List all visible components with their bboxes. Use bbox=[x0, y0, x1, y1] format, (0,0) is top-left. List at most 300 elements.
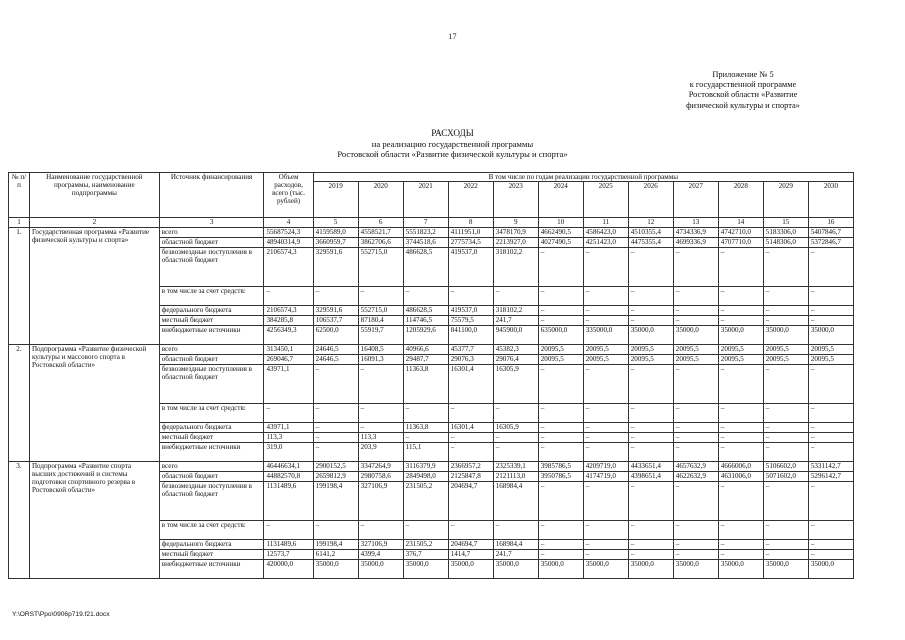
funding-source: местный бюджет bbox=[159, 433, 264, 443]
year-value: – bbox=[808, 540, 853, 550]
year-value: 5372846,7 bbox=[808, 238, 853, 248]
year-value: 4251423,0 bbox=[583, 238, 628, 248]
year-value: 16301,4 bbox=[448, 423, 493, 433]
year-value: 35000,0 bbox=[493, 560, 538, 579]
year-value: – bbox=[628, 365, 673, 404]
year-value: 168984,4 bbox=[493, 482, 538, 521]
year-value: 5296142,7 bbox=[808, 472, 853, 482]
year-value: – bbox=[673, 365, 718, 404]
year-value: – bbox=[808, 521, 853, 540]
year-value: 2213927,0 bbox=[493, 238, 538, 248]
total-value: 1131489,6 bbox=[264, 482, 313, 521]
funding-source: федерального бюджета bbox=[159, 540, 264, 550]
year-value: 35000,0 bbox=[403, 560, 448, 579]
year-value: 231505,2 bbox=[403, 540, 448, 550]
year-value: – bbox=[493, 287, 538, 306]
year-value: 4475355,4 bbox=[628, 238, 673, 248]
year-value: – bbox=[448, 404, 493, 423]
year-value: 841100,0 bbox=[448, 326, 493, 345]
total-value: – bbox=[264, 521, 313, 540]
header-year: 2021 bbox=[403, 182, 448, 218]
funding-source: внебюджетные источники bbox=[159, 443, 264, 462]
header-year: 2024 bbox=[538, 182, 583, 218]
title-sub: Ростовской области «Развитие физической культуры и спорта» bbox=[337, 149, 568, 160]
year-value: 45377,7 bbox=[448, 345, 493, 355]
year-value: 29487,7 bbox=[403, 355, 448, 365]
year-value: – bbox=[538, 287, 583, 306]
column-number: 7 bbox=[403, 218, 448, 228]
year-value: – bbox=[358, 404, 403, 423]
header-year: 2019 bbox=[313, 182, 358, 218]
year-value: – bbox=[628, 482, 673, 521]
year-value: 4699336,9 bbox=[673, 238, 718, 248]
year-value: – bbox=[538, 365, 583, 404]
year-value: – bbox=[538, 316, 583, 326]
year-value: 241,7 bbox=[493, 316, 538, 326]
year-value: – bbox=[403, 521, 448, 540]
year-value: – bbox=[763, 306, 808, 316]
year-value: 16408,5 bbox=[358, 345, 403, 355]
year-value: – bbox=[718, 306, 763, 316]
year-value: – bbox=[808, 433, 853, 443]
year-value: 20095,5 bbox=[673, 355, 718, 365]
column-number: 14 bbox=[718, 218, 763, 228]
year-value: – bbox=[448, 443, 493, 462]
title-main: РАСХОДЫ bbox=[431, 128, 474, 138]
program-name: Подпрограмма «Развитие физической культуры и массового спорта в Ростовской области» bbox=[29, 345, 159, 462]
header-by-years: В том числе по годам реализации государственной программы bbox=[313, 173, 853, 182]
total-value: 43971,1 bbox=[264, 423, 313, 433]
year-value: 5331142,7 bbox=[808, 462, 853, 472]
year-value: 20095,5 bbox=[718, 355, 763, 365]
column-number: 9 bbox=[493, 218, 538, 228]
year-value: 2900152,5 bbox=[313, 462, 358, 472]
year-value: – bbox=[763, 443, 808, 462]
year-value: 2366957,2 bbox=[448, 462, 493, 472]
year-value: – bbox=[718, 404, 763, 423]
year-value: – bbox=[718, 433, 763, 443]
year-value: 199198,4 bbox=[313, 540, 358, 550]
year-value: 3985786,5 bbox=[538, 462, 583, 472]
year-value: 6141,2 bbox=[313, 550, 358, 560]
funding-source: федерального бюджета bbox=[159, 423, 264, 433]
year-value: – bbox=[763, 248, 808, 287]
year-value: 3660959,7 bbox=[313, 238, 358, 248]
year-value: 87180,4 bbox=[358, 316, 403, 326]
year-value: – bbox=[538, 433, 583, 443]
year-value: – bbox=[808, 287, 853, 306]
year-value: – bbox=[628, 540, 673, 550]
year-value: 35000,0 bbox=[628, 560, 673, 579]
column-number: 6 bbox=[358, 218, 403, 228]
year-value: 3116379,9 bbox=[403, 462, 448, 472]
year-value: 2980758,6 bbox=[358, 472, 403, 482]
funding-source: местный бюджет bbox=[159, 550, 264, 560]
year-value: 16305,9 bbox=[493, 365, 538, 404]
year-value: – bbox=[358, 287, 403, 306]
year-value: 35000,0 bbox=[673, 560, 718, 579]
year-value: – bbox=[538, 540, 583, 550]
year-value: – bbox=[583, 521, 628, 540]
year-value: – bbox=[448, 433, 493, 443]
year-value: – bbox=[628, 316, 673, 326]
year-value: 20095,5 bbox=[583, 345, 628, 355]
year-value: – bbox=[583, 404, 628, 423]
year-value: – bbox=[403, 404, 448, 423]
year-value: – bbox=[313, 433, 358, 443]
year-value: – bbox=[673, 423, 718, 433]
total-value: – bbox=[264, 404, 313, 423]
appendix-note bbox=[643, 70, 843, 111]
year-value: 4742710,0 bbox=[718, 228, 763, 238]
year-value: 204694,7 bbox=[448, 482, 493, 521]
year-value: – bbox=[763, 316, 808, 326]
year-value: – bbox=[718, 423, 763, 433]
header-name: Наименование государственной программы, наименование подпрограммы bbox=[29, 173, 159, 218]
funding-source: безвозмездные поступления в областной бюджет bbox=[159, 365, 264, 404]
year-value: – bbox=[628, 248, 673, 287]
year-value: 203,9 bbox=[358, 443, 403, 462]
year-value: 16305,9 bbox=[493, 423, 538, 433]
year-value: 4433651,4 bbox=[628, 462, 673, 472]
year-value: – bbox=[583, 433, 628, 443]
year-value: 4586423,0 bbox=[583, 228, 628, 238]
year-value: – bbox=[763, 482, 808, 521]
funding-source: областной бюджет bbox=[159, 355, 264, 365]
funding-source: федерального бюджета bbox=[159, 306, 264, 316]
year-value: 3478170,9 bbox=[493, 228, 538, 238]
column-number: 12 bbox=[628, 218, 673, 228]
year-value: 35000,0 bbox=[313, 560, 358, 579]
year-value: – bbox=[583, 482, 628, 521]
year-value: 327106,9 bbox=[358, 540, 403, 550]
year-value: 20095,5 bbox=[538, 345, 583, 355]
year-value: – bbox=[538, 248, 583, 287]
total-value: 1131489,6 bbox=[264, 540, 313, 550]
year-value: 29076,4 bbox=[493, 355, 538, 365]
year-value: 3862706,6 bbox=[358, 238, 403, 248]
year-value: 5183306,0 bbox=[763, 228, 808, 238]
year-value: 168984,4 bbox=[493, 540, 538, 550]
year-value: 199198,4 bbox=[313, 482, 358, 521]
funding-source: всего bbox=[159, 228, 264, 238]
year-value: 486628,5 bbox=[403, 306, 448, 316]
column-number: 1 bbox=[9, 218, 30, 228]
year-value: 115,1 bbox=[403, 443, 448, 462]
year-value: 4662490,5 bbox=[538, 228, 583, 238]
year-value: – bbox=[313, 423, 358, 433]
year-value: 35000,0 bbox=[718, 560, 763, 579]
year-value: 20095,5 bbox=[808, 345, 853, 355]
year-value: – bbox=[538, 306, 583, 316]
year-value: 2849498,0 bbox=[403, 472, 448, 482]
year-value: – bbox=[808, 550, 853, 560]
year-value: – bbox=[628, 287, 673, 306]
year-value: 318102,2 bbox=[493, 248, 538, 287]
total-value: 46446634,1 bbox=[264, 462, 313, 472]
year-value: 35000,0 bbox=[448, 560, 493, 579]
year-value: 11363,8 bbox=[403, 423, 448, 433]
year-value: – bbox=[718, 443, 763, 462]
year-value: 4510355,4 bbox=[628, 228, 673, 238]
document-title bbox=[0, 128, 905, 160]
year-value: 75579,5 bbox=[448, 316, 493, 326]
total-value: 44882570,8 bbox=[264, 472, 313, 482]
year-value: 3950786,5 bbox=[538, 472, 583, 482]
year-value: – bbox=[493, 404, 538, 423]
header-source: Источник финансирования bbox=[159, 173, 264, 218]
year-value: 4666006,0 bbox=[718, 462, 763, 472]
header-volume: Объем расходов, всего (тыс. рублей) bbox=[264, 173, 313, 218]
header-year: 2027 bbox=[673, 182, 718, 218]
year-value: – bbox=[673, 443, 718, 462]
total-value: 55687524,3 bbox=[264, 228, 313, 238]
column-number: 5 bbox=[313, 218, 358, 228]
year-value: – bbox=[313, 404, 358, 423]
funding-source: областной бюджет bbox=[159, 472, 264, 482]
year-value: 11363,8 bbox=[403, 365, 448, 404]
header-year: 2025 bbox=[583, 182, 628, 218]
column-number: 10 bbox=[538, 218, 583, 228]
year-value: – bbox=[673, 316, 718, 326]
year-value: – bbox=[763, 521, 808, 540]
year-value: – bbox=[673, 306, 718, 316]
total-value: 319,0 bbox=[264, 443, 313, 462]
total-value: 2106574,3 bbox=[264, 248, 313, 287]
year-value: – bbox=[583, 443, 628, 462]
funding-source: всего bbox=[159, 462, 264, 472]
appendix-line: Ростовской области «Развитие bbox=[688, 90, 798, 100]
year-value: 635000,0 bbox=[538, 326, 583, 345]
year-value: 4734336,9 bbox=[673, 228, 718, 238]
year-value: 40966,6 bbox=[403, 345, 448, 355]
header-year: 2022 bbox=[448, 182, 493, 218]
year-value: – bbox=[763, 423, 808, 433]
year-value: – bbox=[673, 287, 718, 306]
total-value: 269046,7 bbox=[264, 355, 313, 365]
year-value: – bbox=[763, 540, 808, 550]
file-path-footer: Y:\ORST\Ppo\0906p719.f21.docx bbox=[12, 611, 110, 618]
row-number: 1. bbox=[9, 228, 30, 345]
year-value: 4558521,7 bbox=[358, 228, 403, 238]
year-value: – bbox=[673, 521, 718, 540]
table-body bbox=[9, 228, 854, 579]
column-number: 13 bbox=[673, 218, 718, 228]
year-value: 4209719,0 bbox=[583, 462, 628, 472]
year-value: – bbox=[763, 287, 808, 306]
year-value: 1414,7 bbox=[448, 550, 493, 560]
year-value: 4707710,0 bbox=[718, 238, 763, 248]
column-numbers-row bbox=[9, 218, 854, 228]
year-value: 231505,2 bbox=[403, 482, 448, 521]
year-value: – bbox=[583, 248, 628, 287]
column-number: 2 bbox=[29, 218, 159, 228]
header-year: 2028 bbox=[718, 182, 763, 218]
year-value: 5071602,0 bbox=[763, 472, 808, 482]
year-value: – bbox=[808, 443, 853, 462]
year-value: 114746,5 bbox=[403, 316, 448, 326]
funding-source: в том числе за счет средств: bbox=[159, 404, 264, 423]
year-value: 4159589,0 bbox=[313, 228, 358, 238]
year-value: 4111951,0 bbox=[448, 228, 493, 238]
year-value: – bbox=[448, 287, 493, 306]
table-row bbox=[9, 345, 854, 355]
year-value: – bbox=[718, 365, 763, 404]
year-value: – bbox=[628, 521, 673, 540]
year-value: 20095,5 bbox=[628, 345, 673, 355]
total-value: 384285,8 bbox=[264, 316, 313, 326]
year-value: 4622632,9 bbox=[673, 472, 718, 482]
year-value: 45382,3 bbox=[493, 345, 538, 355]
year-value: – bbox=[538, 550, 583, 560]
year-value: – bbox=[358, 365, 403, 404]
year-value: – bbox=[673, 550, 718, 560]
year-value: – bbox=[628, 433, 673, 443]
year-value: 4398651,4 bbox=[628, 472, 673, 482]
year-value: – bbox=[358, 521, 403, 540]
total-value: 48940314,9 bbox=[264, 238, 313, 248]
year-value: – bbox=[538, 482, 583, 521]
year-value: – bbox=[493, 521, 538, 540]
year-value: 29076,3 bbox=[448, 355, 493, 365]
total-value: 113,3 bbox=[264, 433, 313, 443]
appendix-line: Приложение № 5 bbox=[712, 70, 774, 79]
year-value: – bbox=[808, 404, 853, 423]
year-value: – bbox=[538, 423, 583, 433]
total-value: 4256349,3 bbox=[264, 326, 313, 345]
year-value: – bbox=[718, 316, 763, 326]
year-value: – bbox=[313, 365, 358, 404]
year-value: – bbox=[673, 482, 718, 521]
year-value: 4174719,0 bbox=[583, 472, 628, 482]
year-value: 552715,0 bbox=[358, 306, 403, 316]
year-value: 5148306,0 bbox=[763, 238, 808, 248]
year-value: 20095,5 bbox=[718, 345, 763, 355]
year-value: 329591,6 bbox=[313, 306, 358, 316]
year-value: – bbox=[718, 248, 763, 287]
year-value: – bbox=[493, 443, 538, 462]
year-value: 329591,6 bbox=[313, 248, 358, 287]
year-value: 241,7 bbox=[493, 550, 538, 560]
year-value: 35000,0 bbox=[358, 560, 403, 579]
year-value: 318102,2 bbox=[493, 306, 538, 316]
year-value: 35000,0 bbox=[763, 326, 808, 345]
total-value: – bbox=[264, 287, 313, 306]
total-value: 420000,0 bbox=[264, 560, 313, 579]
year-value: 2121113,0 bbox=[493, 472, 538, 482]
year-value: 35000,0 bbox=[808, 326, 853, 345]
year-value: 20095,5 bbox=[673, 345, 718, 355]
year-value: – bbox=[628, 306, 673, 316]
year-value: – bbox=[313, 443, 358, 462]
header-year: 2026 bbox=[628, 182, 673, 218]
year-value: – bbox=[403, 433, 448, 443]
funding-source: в том числе за счет средств: bbox=[159, 521, 264, 540]
funding-source: местный бюджет bbox=[159, 316, 264, 326]
total-value: 43971,1 bbox=[264, 365, 313, 404]
year-value: 16301,4 bbox=[448, 365, 493, 404]
year-value: 20095,5 bbox=[763, 345, 808, 355]
year-value: 35000,0 bbox=[718, 326, 763, 345]
year-value: 20095,5 bbox=[808, 355, 853, 365]
row-number: 2. bbox=[9, 345, 30, 462]
year-value: 20095,5 bbox=[763, 355, 808, 365]
year-value: 4657632,9 bbox=[673, 462, 718, 472]
funding-source: безвозмездные поступления в областной бюджет bbox=[159, 482, 264, 521]
column-number: 3 bbox=[159, 218, 264, 228]
year-value: 24646,5 bbox=[313, 355, 358, 365]
year-value: – bbox=[448, 521, 493, 540]
year-value: 552715,0 bbox=[358, 248, 403, 287]
year-value: 2659812,9 bbox=[313, 472, 358, 482]
year-value: – bbox=[538, 404, 583, 423]
year-value: – bbox=[808, 423, 853, 433]
year-value: – bbox=[493, 433, 538, 443]
year-value: – bbox=[673, 404, 718, 423]
year-value: – bbox=[583, 365, 628, 404]
year-value: 2125847,8 bbox=[448, 472, 493, 482]
funding-source: в том числе за счет средств: bbox=[159, 287, 264, 306]
year-value: 55919,7 bbox=[358, 326, 403, 345]
year-value: 20095,5 bbox=[583, 355, 628, 365]
year-value: – bbox=[808, 482, 853, 521]
year-value: 486628,5 bbox=[403, 248, 448, 287]
program-name: Подпрограмма «Развитие спорта высших достижений и системы подготовки спортивного резерва в Ростовской области» bbox=[29, 462, 159, 579]
year-value: – bbox=[358, 423, 403, 433]
year-value: 2775734,5 bbox=[448, 238, 493, 248]
program-name: Государственная программа «Развитие физической культуры и спорта» bbox=[29, 228, 159, 345]
page-number: 17 bbox=[448, 32, 457, 41]
year-value: – bbox=[583, 306, 628, 316]
year-value: 419537,0 bbox=[448, 306, 493, 316]
year-value: 335000,0 bbox=[583, 326, 628, 345]
header-num: № п/п bbox=[9, 173, 30, 218]
year-value: – bbox=[808, 248, 853, 287]
year-value: 945900,0 bbox=[493, 326, 538, 345]
column-number: 15 bbox=[763, 218, 808, 228]
year-value: – bbox=[763, 550, 808, 560]
year-value: 5551823,2 bbox=[403, 228, 448, 238]
year-value: – bbox=[763, 365, 808, 404]
year-value: – bbox=[718, 540, 763, 550]
year-value: 376,7 bbox=[403, 550, 448, 560]
year-value: – bbox=[718, 482, 763, 521]
year-value: 3347264,9 bbox=[358, 462, 403, 472]
year-value: – bbox=[718, 550, 763, 560]
funding-source: безвозмездные поступления в областной бюджет bbox=[159, 248, 264, 287]
year-value: – bbox=[628, 423, 673, 433]
year-value: – bbox=[673, 433, 718, 443]
year-value: 35000,0 bbox=[628, 326, 673, 345]
year-value: 5106602,0 bbox=[763, 462, 808, 472]
total-value: 313450,1 bbox=[264, 345, 313, 355]
year-value: 35000,0 bbox=[808, 560, 853, 579]
year-value: – bbox=[673, 540, 718, 550]
year-value: 1205929,6 bbox=[403, 326, 448, 345]
year-value: 419537,0 bbox=[448, 248, 493, 287]
header-year: 2029 bbox=[763, 182, 808, 218]
header-year: 2023 bbox=[493, 182, 538, 218]
year-value: – bbox=[583, 316, 628, 326]
year-value: 35000,0 bbox=[538, 560, 583, 579]
table-row bbox=[9, 228, 854, 238]
year-value: – bbox=[583, 540, 628, 550]
year-value: – bbox=[763, 404, 808, 423]
expenses-table bbox=[8, 172, 854, 579]
year-value: 20095,5 bbox=[538, 355, 583, 365]
year-value: 62500,0 bbox=[313, 326, 358, 345]
year-value: 35000,0 bbox=[763, 560, 808, 579]
